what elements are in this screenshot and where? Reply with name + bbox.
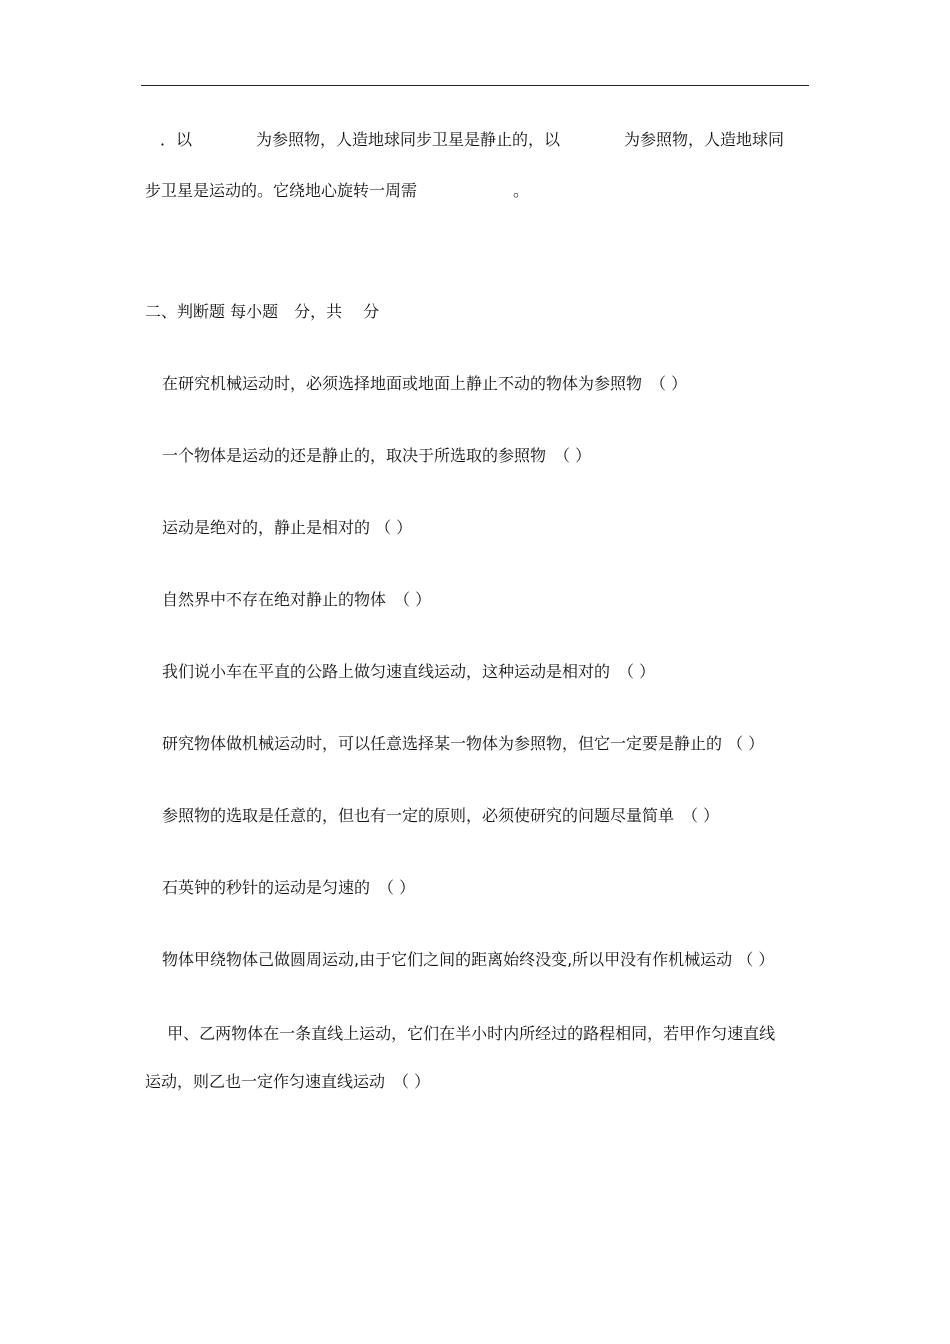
true-false-item-6: 研究物体做机械运动时，可以任意选择某一物体为参照物，但它一定要是静止的 （ ） bbox=[162, 734, 765, 753]
true-false-item-7: 参照物的选取是任意的，但也有一定的原则，必须使研究的问题尽量简单 （ ） bbox=[162, 806, 720, 825]
fill-in-question-line-1: ．以 为参照物，人造地球同步卫星是静止的，以 为参照物，人造地球同 bbox=[160, 130, 785, 149]
true-false-item-8: 石英钟的秒针的运动是匀速的 （ ） bbox=[162, 878, 416, 897]
true-false-item-9: 物体甲绕物体己做圆周运动,由于它们之间的距离始终没变,所以甲没有作机械运动 （ ） bbox=[162, 950, 775, 969]
true-false-item-10-line-1: 甲、乙两物体在一条直线上运动，它们在半小时内所经过的路程相同，若甲作匀速直线 bbox=[162, 1024, 776, 1043]
true-false-item-3: 运动是绝对的，静止是相对的 （ ） bbox=[162, 518, 413, 537]
true-false-item-1: 在研究机械运动时，必须选择地面或地面上静止不动的物体为参照物 （ ） bbox=[162, 374, 688, 393]
true-false-item-4: 自然界中不存在绝对静止的物体 （ ） bbox=[162, 590, 432, 609]
true-false-item-5: 我们说小车在平直的公路上做匀速直线运动，这种运动是相对的 （ ） bbox=[162, 662, 656, 681]
true-false-item-2: 一个物体是运动的还是静止的，取决于所选取的参照物 （ ） bbox=[162, 446, 592, 465]
fill-in-question-line-2: 步卫星是运动的。它绕地心旋转一周需 。 bbox=[145, 181, 530, 200]
section-heading-true-false: 二、判断题 每小题 分，共 分 bbox=[145, 302, 380, 321]
true-false-item-10-line-2: 运动，则乙也一定作匀速直线运动 （ ） bbox=[145, 1072, 431, 1091]
header-rule bbox=[141, 85, 809, 86]
